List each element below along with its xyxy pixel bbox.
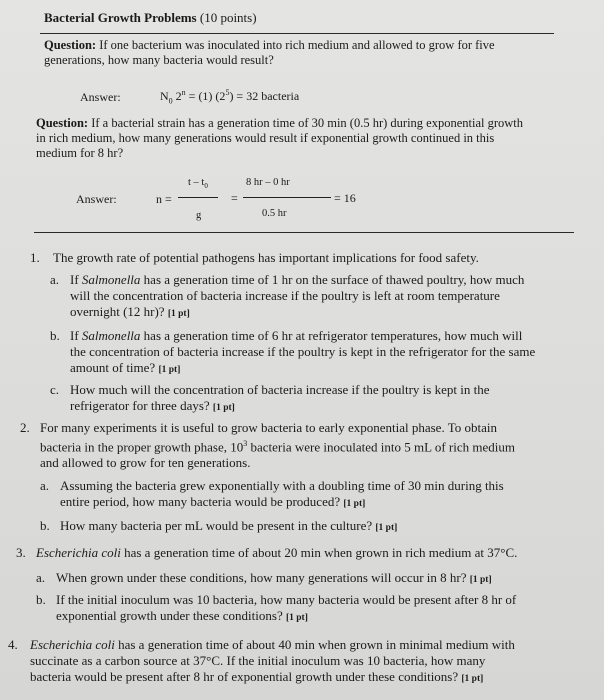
p2-l2-sup: 3 (243, 439, 248, 448)
title-points: (10 points) (199, 10, 257, 25)
example1-answer-label: Answer: (80, 90, 121, 104)
p3a-points: [1 pt] (469, 575, 492, 585)
problem-2b-label: b. (40, 518, 50, 533)
frac1-denominator: g (196, 210, 202, 221)
problem-2b (40, 518, 590, 536)
p1a-l2: will the concentration of bacteria increase if the poultry is left at room temperature (70, 288, 500, 303)
problem-1a (50, 272, 590, 322)
problem-2a-label: a. (40, 478, 50, 493)
example1-question-line1: If one bacterium was inoculated into rich medium and allowed to grow for five (99, 38, 495, 52)
problem-1b (50, 328, 590, 378)
p2b-points: [1 pt] (375, 523, 398, 533)
p1c-l2: refrigerator for three days? (70, 398, 210, 413)
p1b-l1-pre: If (70, 328, 82, 343)
eq-5-sup: 5 (225, 88, 230, 97)
p1a-l1-pre: If (70, 272, 82, 287)
p4-l3: bacteria would be present after 8 hr of exponential growth under these conditions? (30, 669, 459, 684)
p4-points: [1 pt] (461, 674, 484, 684)
problem-3b (36, 592, 596, 626)
problem-4-number: 4. (8, 637, 18, 652)
p3b-points: [1 pt] (285, 613, 308, 623)
frac1-num-sub: 0 (204, 182, 208, 191)
p2-l3: and allowed to grow for ten generations. (40, 455, 251, 471)
p2-l2-post: bacteria were inoculated into 5 mL of rich medium (247, 439, 515, 455)
frac2-numerator: 8 hr – 0 hr (246, 177, 290, 188)
eq-2: 2 (175, 89, 182, 103)
p1a-l3: overnight (12 hr)? (70, 304, 165, 319)
p1b-l3: amount of time? (70, 360, 156, 375)
problem-1c (50, 382, 590, 416)
problem-1 (30, 250, 590, 266)
p1a-l1-italic: Salmonella (81, 272, 141, 287)
frac1-num-text: t – t (188, 177, 205, 188)
example2-result: = 16 (334, 191, 356, 205)
p1b-l1-italic: Salmonella (81, 328, 141, 343)
eq-n-sup: n (181, 88, 186, 97)
eq-mid: = (1) (2 (188, 89, 226, 103)
p2a-l2: entire period, how many bacteria would be produced? (60, 494, 341, 509)
eq-end: ) = 32 bacteria (229, 89, 300, 103)
example2-question-line3: medium for 8 hr? (36, 146, 124, 160)
p4-l2: succinate as a carbon source at 37°C. If the initial inoculum was 10 bacteria, how many (30, 653, 486, 668)
example2-equals: = (231, 191, 238, 205)
p2a-points: [1 pt] (343, 499, 366, 509)
example2-n-equals: n = (156, 192, 172, 206)
problem-3 (16, 545, 596, 561)
example2-question-label: Question: (36, 116, 89, 130)
example2-answer-label: Answer: (76, 192, 117, 206)
example1-question-label: Question: (44, 38, 97, 52)
p2-l1: For many experiments it is useful to grow bacteria to early exponential phase. To obtain (40, 420, 497, 435)
problem-2 (20, 420, 590, 471)
frac2-bar (243, 197, 331, 198)
frac1-numerator (188, 177, 208, 190)
example1-equation (160, 88, 299, 105)
p1a-l1-post: has a generation time of 1 hr on the surface of thawed poultry, how much (140, 272, 525, 287)
p1a-points: [1 pt] (167, 309, 190, 319)
example2-question-line2: in rich medium, how many generations would result if exponential growth continued in this (36, 131, 495, 145)
p2a-l1: Assuming the bacteria grew exponentially with a doubling time of 30 min during this (60, 478, 504, 493)
problem-3b-label: b. (36, 592, 46, 607)
header-rule (40, 33, 554, 34)
p1b-l1-post: has a generation time of 6 hr at refrigerator temperatures, how much will (140, 328, 523, 343)
problem-1a-label: a. (50, 272, 60, 287)
problem-1-text: The growth rate of potential pathogens has important implications for food safety. (53, 250, 479, 265)
p3-l1-post: has a generation time of about 20 min when grown in rich medium at 37°C. (120, 545, 518, 560)
p2b-l1: How many bacteria per mL would be present in the culture? (60, 518, 373, 533)
problem-1c-label: c. (50, 382, 60, 397)
problem-2-number: 2. (20, 420, 30, 435)
worksheet-title (44, 10, 257, 26)
p1c-l1: How much will the concentration of bacteria increase if the poultry is kept in the (70, 382, 490, 397)
problem-2a (40, 478, 590, 512)
p1c-points: [1 pt] (212, 403, 235, 413)
example2-question-line1: If a bacterial strain has a generation time of 30 min (0.5 hr) during exponential growth (91, 116, 524, 130)
p2-l2-pre: bacteria in the proper growth phase, 10 (40, 439, 244, 455)
frac2-denominator: 0.5 hr (262, 208, 287, 219)
p1b-points: [1 pt] (158, 365, 181, 375)
title-text: Bacterial Growth Problems (44, 10, 197, 25)
problem-1b-label: b. (50, 328, 60, 343)
example1-question (44, 38, 564, 68)
p1b-l2: the concentration of bacteria increase if the poultry is kept in the refrigerator for the same (70, 344, 536, 359)
p3b-l2: exponential growth under these conditions? (56, 608, 283, 623)
p3b-l1: If the initial inoculum was 10 bacteria, how many bacteria would be present after 8 hr of (56, 592, 517, 607)
problem-3a-label: a. (36, 570, 46, 585)
problem-4 (8, 637, 598, 687)
eq-n0-sub: 0 (168, 96, 173, 106)
problem-3-number: 3. (16, 545, 26, 560)
p3a-l1: When grown under these conditions, how many generations will occur in 8 hr? (56, 570, 467, 585)
section-rule (34, 232, 574, 233)
eq-n0: N (160, 89, 169, 103)
problem-1-number: 1. (30, 250, 40, 265)
p4-l1-post: has a generation time of about 40 min when grown in minimal medium with (114, 637, 515, 652)
p3-l1-italic: Escherichia coli (36, 545, 121, 560)
example1-question-line2: generations, how many bacteria would result? (44, 53, 274, 67)
example2-question (36, 116, 576, 161)
p4-l1-italic: Escherichia coli (30, 637, 115, 652)
problem-3a (36, 570, 596, 588)
frac1-bar (178, 197, 218, 198)
